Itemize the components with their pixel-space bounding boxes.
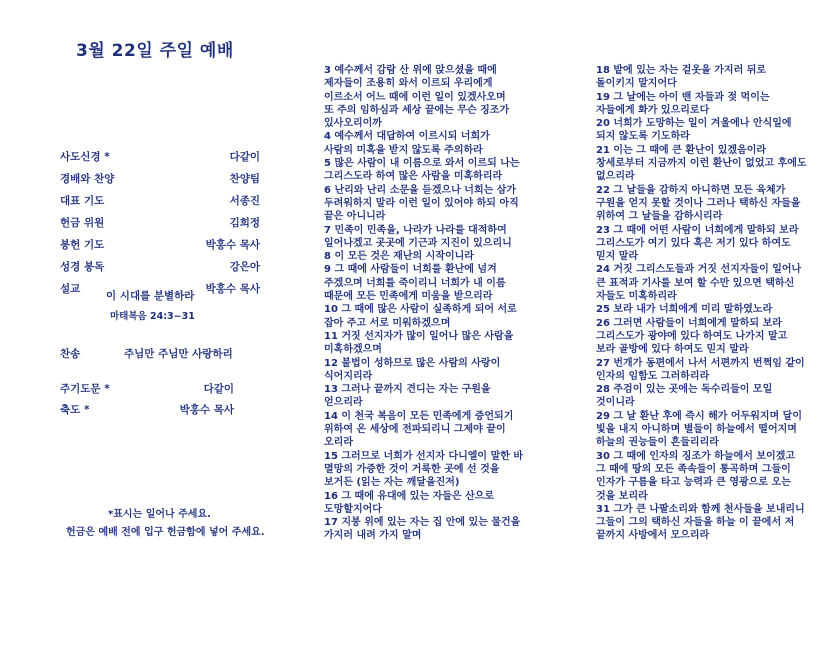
scripture-line: 16 그 때에 유대에 있는 자들은 산으로 bbox=[324, 490, 495, 502]
scripture-line: 끝은 아니니라 bbox=[324, 211, 386, 223]
scripture-line: 식어지리라 bbox=[324, 370, 373, 382]
order-item-creed bbox=[60, 149, 260, 165]
scripture-line: 28 주검이 있는 곳에는 독수리들이 모일 bbox=[596, 384, 773, 396]
scripture-line: 하늘의 권능들이 흔들리리라 bbox=[596, 437, 719, 449]
order-label: 경배와 찬양 bbox=[60, 173, 115, 185]
order-value: 찬양팀 bbox=[229, 173, 260, 185]
scripture-line: 도망할지어다 bbox=[324, 503, 382, 515]
scripture-line: 21 이는 그 때에 큰 환난이 있겠음이라 bbox=[596, 144, 767, 156]
order-item-benediction bbox=[60, 402, 234, 418]
scripture-column-1 bbox=[324, 64, 523, 543]
scripture-line: 믿지 말라 bbox=[596, 251, 639, 263]
scripture-line: 큰 표적과 기사를 보여 할 수만 있으면 택하신 bbox=[596, 277, 795, 289]
sermon-title: 이 시대를 분별하라 bbox=[106, 290, 195, 302]
scripture-line: 인자의 임함도 그러하리라 bbox=[596, 370, 710, 382]
order-value: 박홍수 목사 bbox=[179, 404, 234, 416]
scripture-line: 때문에 모든 민족에게 미움을 받으리라 bbox=[324, 291, 493, 303]
scripture-line: 20 너희가 도망하는 일이 겨울에나 안식일에 bbox=[596, 118, 792, 130]
scripture-line: 없으리라 bbox=[596, 171, 635, 183]
scripture-line: 구원을 얻지 못할 것이나 그러나 택하신 자들을 bbox=[596, 197, 801, 209]
scripture-line: 22 그 날들을 감하지 아니하면 모든 육체가 bbox=[596, 184, 786, 196]
order-value: 박홍수 목사 bbox=[205, 283, 260, 295]
scripture-line: 30 그 때에 인자의 징조가 하늘에서 보이겠고 bbox=[596, 450, 796, 462]
scripture-line: 26 그러면 사람들이 너희에게 말하되 보라 bbox=[596, 317, 782, 329]
scripture-line: 가지러 내려 가지 말며 bbox=[324, 530, 422, 542]
scripture-line: 그들이 그의 택하신 자들을 하늘 이 끝에서 저 bbox=[596, 517, 795, 529]
scripture-line: 자들에게 화가 있으리로다 bbox=[596, 104, 710, 116]
scripture-line: 끝까지 사방에서 모으리라 bbox=[596, 530, 710, 542]
scripture-line: 잡아 주고 서로 미워하겠으며 bbox=[324, 317, 451, 329]
scripture-line: 두려워하지 말라 이런 일이 있어야 하되 아직 bbox=[324, 197, 519, 209]
order-label: 봉헌 기도 bbox=[60, 239, 105, 251]
sermon-passage: 마태복음 24:3~31 bbox=[110, 311, 195, 322]
order-label: 찬송 bbox=[60, 348, 81, 360]
order-value: 박홍수 목사 bbox=[205, 239, 260, 251]
scripture-line: 그 때에 땅의 모든 족속들이 통곡하며 그들이 bbox=[596, 463, 791, 475]
scripture-line: 보라 골방에 있다 하여도 믿지 말라 bbox=[596, 344, 749, 356]
order-value: 김희정 bbox=[229, 217, 260, 229]
order-item-praise bbox=[60, 171, 260, 187]
scripture-line: 12 불법이 성하므로 많은 사람의 사랑이 bbox=[324, 357, 501, 369]
scripture-line: 10 그 때에 많은 사람이 실족하게 되어 서로 bbox=[324, 304, 517, 316]
scripture-line: 24 거짓 그리스도들과 거짓 선지자들이 일어나 bbox=[596, 264, 802, 276]
order-item-hymn bbox=[60, 346, 260, 362]
scripture-line: 그리스도가 광야에 있다 하여도 나가지 말고 bbox=[596, 330, 788, 342]
scripture-line: 14 이 천국 복음이 모든 민족에게 증언되기 bbox=[324, 410, 514, 422]
scripture-line: 19 그 날에는 아이 밴 자들과 젖 먹이는 bbox=[596, 91, 770, 103]
scripture-line: 되지 않도록 기도하라 bbox=[596, 131, 690, 143]
scripture-line: 4 예수께서 대답하여 이르시되 너희가 bbox=[324, 131, 490, 143]
scripture-line: 5 많은 사람이 내 이름으로 와서 이르되 나는 bbox=[324, 158, 520, 170]
scripture-line: 미혹하겠으며 bbox=[324, 344, 382, 356]
scripture-line: 주겠으며 너희를 죽이리니 너희가 내 이름 bbox=[324, 277, 506, 289]
order-label: 헌금 위원 bbox=[60, 217, 105, 229]
scripture-line: 일어나겠고 곳곳에 기근과 지진이 있으리니 bbox=[324, 237, 512, 249]
offering-note: 헌금은 예배 전에 입구 헌금함에 넣어 주세요. bbox=[66, 527, 265, 538]
order-value: 강은아 bbox=[229, 261, 260, 273]
standing-note: *표시는 일어나 주세요. bbox=[108, 509, 211, 520]
order-item-scripture-reading bbox=[60, 259, 260, 275]
scripture-line: 사람의 미혹을 받지 않도록 주의하라 bbox=[324, 144, 483, 156]
scripture-line: 돌이키지 말지어다 bbox=[596, 78, 677, 90]
order-label: 사도신경 * bbox=[60, 151, 110, 163]
scripture-line: 15 그러므로 너희가 선지자 다니엘이 말한 바 bbox=[324, 450, 524, 462]
scripture-line: 25 보라 내가 너희에게 미리 말하였노라 bbox=[596, 304, 773, 316]
scripture-line: 6 난리와 난리 소문을 듣겠으나 너희는 삼가 bbox=[324, 184, 517, 196]
scripture-line: 것이니라 bbox=[596, 397, 635, 409]
scripture-line: 그리스도가 여기 있다 혹은 저기 있다 하여도 bbox=[596, 237, 791, 249]
scripture-line: 제자들이 조용히 와서 이르되 우리에게 bbox=[324, 78, 493, 90]
scripture-line: 11 거짓 선지자가 많이 일어나 많은 사람을 bbox=[324, 330, 514, 342]
order-label: 설교 bbox=[60, 283, 81, 295]
scripture-line: 17 지붕 위에 있는 자는 집 안에 있는 물건을 bbox=[324, 517, 521, 529]
scripture-line: 창세로부터 지금까지 이런 환난이 없었고 후에도 bbox=[596, 158, 807, 170]
scripture-line: 인자가 구름을 타고 능력과 큰 영광으로 오는 bbox=[596, 477, 791, 489]
order-item-offering-committee bbox=[60, 215, 260, 231]
scripture-line: 18 밭에 있는 자는 겉옷을 가지러 뒤로 bbox=[596, 65, 767, 76]
scripture-line: 3 예수께서 감람 산 위에 앉으셨을 때에 bbox=[324, 65, 497, 76]
order-item-offering-prayer bbox=[60, 237, 260, 253]
scripture-line: 멸망의 가증한 것이 거룩한 곳에 선 것을 bbox=[324, 463, 500, 475]
order-label: 축도 * bbox=[60, 404, 90, 416]
scripture-line: 31 그가 큰 나팔소리와 함께 천사들을 보내리니 bbox=[596, 503, 805, 515]
scripture-line: 이르소서 어느 때에 이런 일이 있겠사오며 bbox=[324, 91, 506, 103]
order-label: 대표 기도 bbox=[60, 195, 105, 207]
scripture-line: 빛을 내지 아니하며 별들이 하늘에서 떨어지며 bbox=[596, 424, 797, 436]
scripture-line: 29 그 날 환난 후에 즉시 해가 어두워지며 달이 bbox=[596, 410, 802, 422]
order-item-lords-prayer bbox=[60, 381, 234, 397]
order-value: 서종진 bbox=[229, 195, 260, 207]
scripture-line: 위하여 그 날들을 감하시리라 bbox=[596, 211, 723, 223]
scripture-line: 있사오리이까 bbox=[324, 118, 382, 130]
order-label: 주기도문 * bbox=[60, 383, 110, 395]
order-value: 다같이 bbox=[203, 383, 234, 395]
scripture-line: 23 그 때에 어떤 사람이 너희에게 말하되 보라 bbox=[596, 224, 799, 236]
scripture-line: 것을 보리라 bbox=[596, 490, 648, 502]
scripture-line: 그리스도라 하여 많은 사람을 미혹하리라 bbox=[324, 171, 503, 183]
scripture-line: 9 그 때에 사람들이 너희를 환난에 넘겨 bbox=[324, 264, 497, 276]
scripture-line: 8 이 모든 것은 재난의 시작이니라 bbox=[324, 251, 474, 263]
scripture-line: 13 그러나 끝까지 견디는 자는 구원을 bbox=[324, 384, 491, 396]
scripture-line: 위하여 온 세상에 전파되리니 그제야 끝이 bbox=[324, 424, 506, 436]
scripture-line: 보거든 (읽는 자는 깨달을진저) bbox=[324, 477, 460, 489]
scripture-column-2 bbox=[596, 64, 807, 543]
scripture-line: 7 민족이 민족을, 나라가 나라를 대적하여 bbox=[324, 224, 507, 236]
order-label: 성경 봉독 bbox=[60, 261, 105, 273]
scripture-line: 또 주의 임하심과 세상 끝에는 무슨 징조가 bbox=[324, 104, 510, 116]
scripture-line: 자들도 미혹하리라 bbox=[596, 291, 677, 303]
hymn-title: 주님만 주님만 사랑하리 bbox=[124, 348, 233, 360]
scripture-line: 27 번개가 동편에서 나서 서편까지 번쩍임 같이 bbox=[596, 357, 805, 369]
scripture-line: 얻으리라 bbox=[324, 397, 363, 409]
order-value: 다같이 bbox=[229, 151, 260, 163]
order-item-prayer bbox=[60, 193, 260, 209]
page-title: 3월 22일 주일 예배 bbox=[76, 41, 234, 61]
scripture-line: 오리라 bbox=[324, 437, 353, 449]
